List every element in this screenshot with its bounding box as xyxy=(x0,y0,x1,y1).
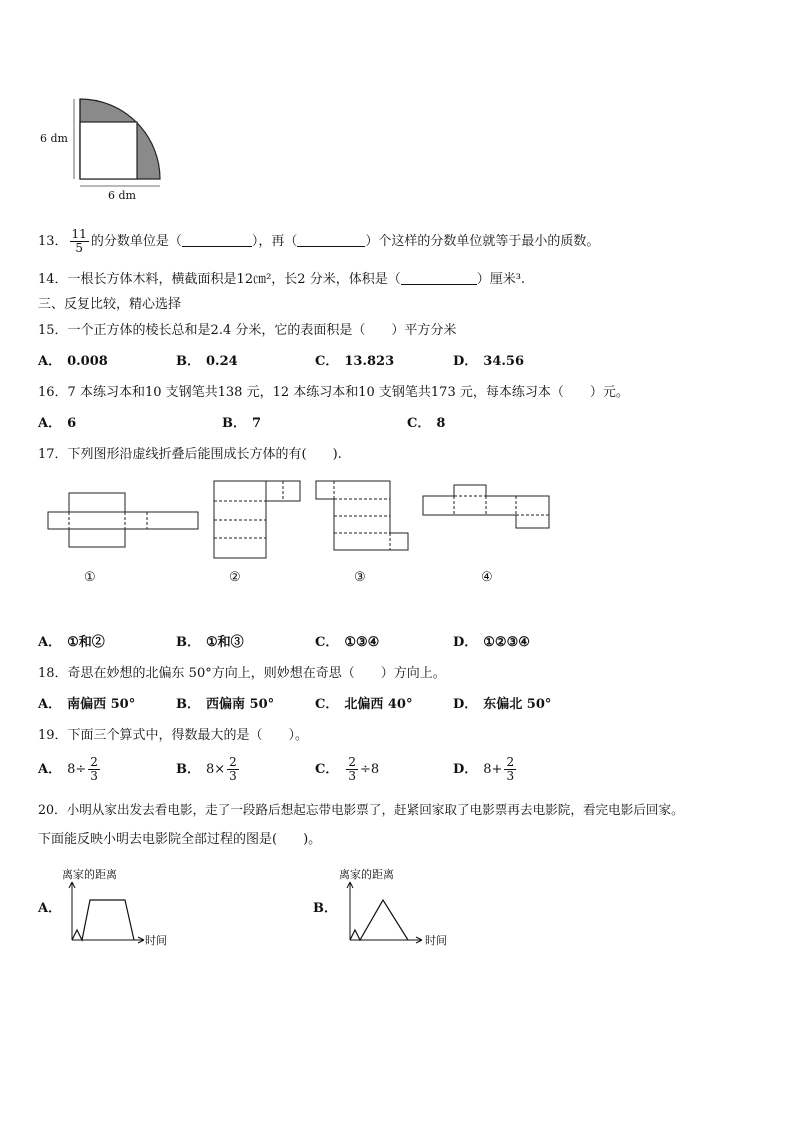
q20-option-b-label[interactable]: B． xyxy=(313,901,337,916)
question-20-line-1: 20．小明从家出发去看电影，走了一段路后想起忘带电影票了，赶紧回家取了电影票再去电影院，看完电影后回家。 xyxy=(38,802,684,817)
q15-option-c[interactable]: C． 13.823 xyxy=(315,354,395,369)
quarter-circle-svg xyxy=(38,96,168,208)
question-13 xyxy=(38,228,599,255)
graph-b-xlabel: 时间 xyxy=(425,934,447,947)
q15-option-b[interactable]: B． 0.24 xyxy=(176,354,238,369)
net-1 xyxy=(48,493,198,547)
net-2 xyxy=(214,481,300,558)
net-2-label: ② xyxy=(229,570,241,585)
q17-option-a[interactable]: A． ①和② xyxy=(38,635,105,650)
graph-a xyxy=(64,880,150,944)
graph-a-ylabel: 离家的距离 xyxy=(62,868,117,881)
dim-label-bottom: 6 dm xyxy=(108,189,136,202)
graph-b xyxy=(342,880,428,944)
q13-text-b: ），再（ xyxy=(251,234,298,249)
q18-option-a[interactable]: A． 南偏西 50° xyxy=(38,697,136,712)
q17-option-b[interactable]: B． ①和③ xyxy=(176,635,244,650)
q18-option-b[interactable]: B． 西偏南 50° xyxy=(176,697,275,712)
graph-a-xlabel: 时间 xyxy=(145,934,167,947)
q13-number: 13． xyxy=(38,234,68,249)
q15-option-a[interactable]: A． 0.008 xyxy=(38,354,108,369)
q19-option-a[interactable]: A． 8÷ $\frac{2}{3}$ xyxy=(38,755,98,783)
graph-b-ylabel: 离家的距离 xyxy=(339,868,394,881)
q18-option-d[interactable]: D． 东偏北 50° xyxy=(453,697,552,712)
q17-nets-svg xyxy=(40,476,560,566)
net-4 xyxy=(423,485,549,528)
question-16: 16．7 本练习本和10 支钢笔共138 元，12 本练习本和10 支钢笔共173 元，每本练习本（ ）元。 xyxy=(38,385,629,400)
dim-label-left: 6 dm xyxy=(40,132,68,145)
q17-option-c[interactable]: C． ①③④ xyxy=(315,635,380,650)
q13-blank-1[interactable] xyxy=(182,246,252,247)
q13-text-a: 的分数单位是（ xyxy=(90,234,182,249)
question-14 xyxy=(38,271,525,289)
question-17: 17．下列图形沿虚线折叠后能围成长方体的有( ). xyxy=(38,447,342,462)
q17-nets-figure xyxy=(40,476,560,566)
q16-option-b[interactable]: B． 7 xyxy=(222,416,262,431)
q18-option-c[interactable]: C． 北偏西 40° xyxy=(315,697,413,712)
net-1-label: ① xyxy=(84,570,96,585)
question-18: 18．奇思在妙想的北偏东 50°方向上，则妙想在奇思（ ）方向上。 xyxy=(38,666,446,681)
question-20-line-2: 下面能反映小明去电影院全部过程的图是( )。 xyxy=(38,832,322,847)
q13-blank-2[interactable] xyxy=(297,246,365,247)
q16-option-c[interactable]: C． 8 xyxy=(407,416,446,431)
quarter-circle-figure xyxy=(38,96,168,208)
graph-b-line xyxy=(350,900,408,940)
q19-option-c[interactable]: C． $\frac{2}{3}$ ÷8 xyxy=(315,755,380,783)
net-3 xyxy=(316,481,408,550)
q16-option-a[interactable]: A． 6 xyxy=(38,416,77,431)
inner-square xyxy=(80,122,137,179)
section-3-heading: 三、反复比较，精心选择 xyxy=(38,297,182,312)
q13-fraction: $\frac{11}{5}$ xyxy=(71,227,87,255)
q19-option-b[interactable]: B． 8× $\frac{2}{3}$ xyxy=(176,755,237,783)
q14-text-end: ）厘米³. xyxy=(476,272,526,287)
graph-a-line xyxy=(72,900,134,940)
graph-a-svg xyxy=(64,880,150,944)
graph-b-svg xyxy=(342,880,428,944)
net-4-label: ④ xyxy=(481,570,493,585)
q14-text: 14．一根长方体木料，横截面积是12㎝²，长2 分米，体积是（ xyxy=(38,272,401,287)
q19-option-d[interactable]: D． 8+ $\frac{2}{3}$ xyxy=(453,755,515,783)
q20-option-a-label[interactable]: A． xyxy=(38,901,62,916)
question-19: 19．下面三个算式中，得数最大的是（ ）。 xyxy=(38,728,309,743)
question-15: 15．一个正方体的棱长总和是2.4 分米，它的表面积是（ ）平方分米 xyxy=(38,323,457,338)
q17-option-d[interactable]: D． ①②③④ xyxy=(453,635,530,650)
q14-blank[interactable] xyxy=(401,284,477,285)
q13-text-c: ）个这样的分数单位就等于最小的质数。 xyxy=(365,234,600,249)
net-3-label: ③ xyxy=(354,570,366,585)
q15-option-d[interactable]: D． 34.56 xyxy=(453,354,524,369)
